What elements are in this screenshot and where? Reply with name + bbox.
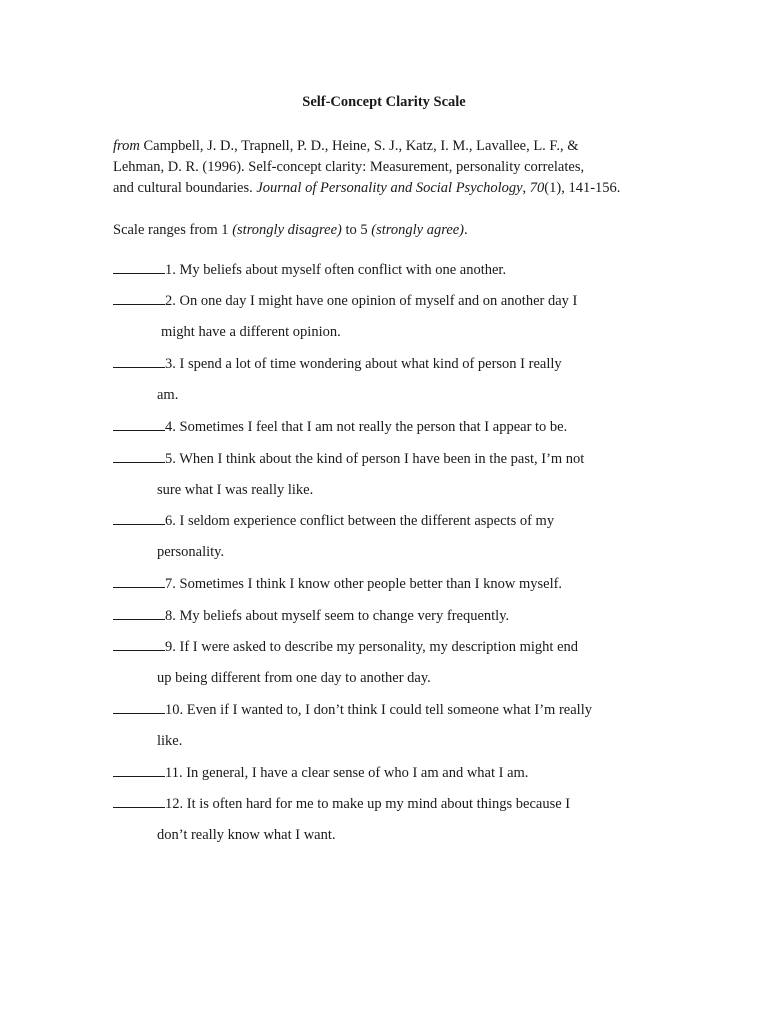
scale-item-1 <box>113 260 658 291</box>
answer-blank-4[interactable] <box>113 417 165 431</box>
item-text-cont: like. <box>157 733 183 749</box>
answer-blank-6[interactable] <box>113 511 165 525</box>
answer-blank-9[interactable] <box>113 637 165 651</box>
answer-blank-12[interactable] <box>113 794 165 808</box>
citation-issue-pages: (1), 141-156. <box>544 180 621 196</box>
item-text-cont: up being different from one day to another day. <box>157 670 431 686</box>
item-text: 7. Sometimes I think I know other people better than I know myself. <box>165 576 563 592</box>
item-text-cont: am. <box>157 387 179 403</box>
answer-blank-7[interactable] <box>113 574 165 588</box>
citation-authors-line2: Lehman, D. R. (1996). Self-concept clarity: Measurement, personality correlates, <box>113 159 585 175</box>
scale-note-prefix: Scale ranges from 1 <box>113 222 233 238</box>
scale-low-label: (strongly disagree) <box>232 222 342 238</box>
scale-item-3 <box>113 354 658 416</box>
item-text: 12. It is often hard for me to make up my mind about things because I <box>165 796 571 812</box>
answer-blank-11[interactable] <box>113 763 165 777</box>
citation-comma: , <box>522 180 530 196</box>
page-title: Self-Concept Clarity Scale <box>302 94 466 110</box>
citation-volume: 70 <box>529 180 545 196</box>
scale-high-label: (strongly agree) <box>371 222 465 238</box>
item-text: 9. If I were asked to describe my personality, my description might end <box>165 639 579 655</box>
scale-item-7 <box>113 574 658 605</box>
item-text: 11. In general, I have a clear sense of who I am and what I am. <box>165 765 529 781</box>
item-text: 6. I seldom experience conflict between the different aspects of my <box>165 513 555 529</box>
answer-blank-2[interactable] <box>113 291 165 305</box>
item-text-cont: sure what I was really like. <box>157 482 314 498</box>
item-text: 2. On one day I might have one opinion of myself and on another day I <box>165 293 578 309</box>
item-text-cont: don’t really know what I want. <box>157 827 336 843</box>
citation-journal: Journal of Personality and Social Psychology <box>256 180 523 196</box>
answer-blank-3[interactable] <box>113 354 165 368</box>
scale-note <box>113 220 673 241</box>
scale-item-10 <box>113 700 658 762</box>
scale-item-5 <box>113 449 658 511</box>
citation <box>113 136 673 199</box>
item-text: 4. Sometimes I feel that I am not really the person that I appear to be. <box>165 419 568 435</box>
scale-note-middle: to 5 <box>341 222 372 238</box>
item-text: 1. My beliefs about myself often conflict with one another. <box>165 262 507 278</box>
scale-item-11 <box>113 763 658 794</box>
item-text: 10. Even if I wanted to, I don’t think I could tell someone what I’m really <box>165 702 592 718</box>
item-text-cont: might have a different opinion. <box>161 324 341 340</box>
scale-item-9 <box>113 637 658 699</box>
scale-item-6 <box>113 511 658 573</box>
item-text-cont: personality. <box>157 544 225 560</box>
item-text: 5. When I think about the kind of person I have been in the past, I’m not <box>165 451 585 467</box>
answer-blank-1[interactable] <box>113 260 165 274</box>
scale-item-2 <box>113 291 658 353</box>
citation-from: from <box>113 138 140 154</box>
scale-item-8 <box>113 606 658 637</box>
scale-item-12 <box>113 794 658 856</box>
citation-line3-prefix: and cultural boundaries. <box>113 180 257 196</box>
scale-note-suffix: . <box>464 222 468 238</box>
answer-blank-10[interactable] <box>113 700 165 714</box>
item-text: 8. My beliefs about myself seem to change very frequently. <box>165 608 510 624</box>
scale-item-4 <box>113 417 658 448</box>
item-text: 3. I spend a lot of time wondering about what kind of person I really <box>165 356 562 372</box>
answer-blank-5[interactable] <box>113 449 165 463</box>
citation-authors: Campbell, J. D., Trapnell, P. D., Heine, S. J., Katz, I. M., Lavallee, L. F., & <box>139 138 579 154</box>
answer-blank-8[interactable] <box>113 606 165 620</box>
